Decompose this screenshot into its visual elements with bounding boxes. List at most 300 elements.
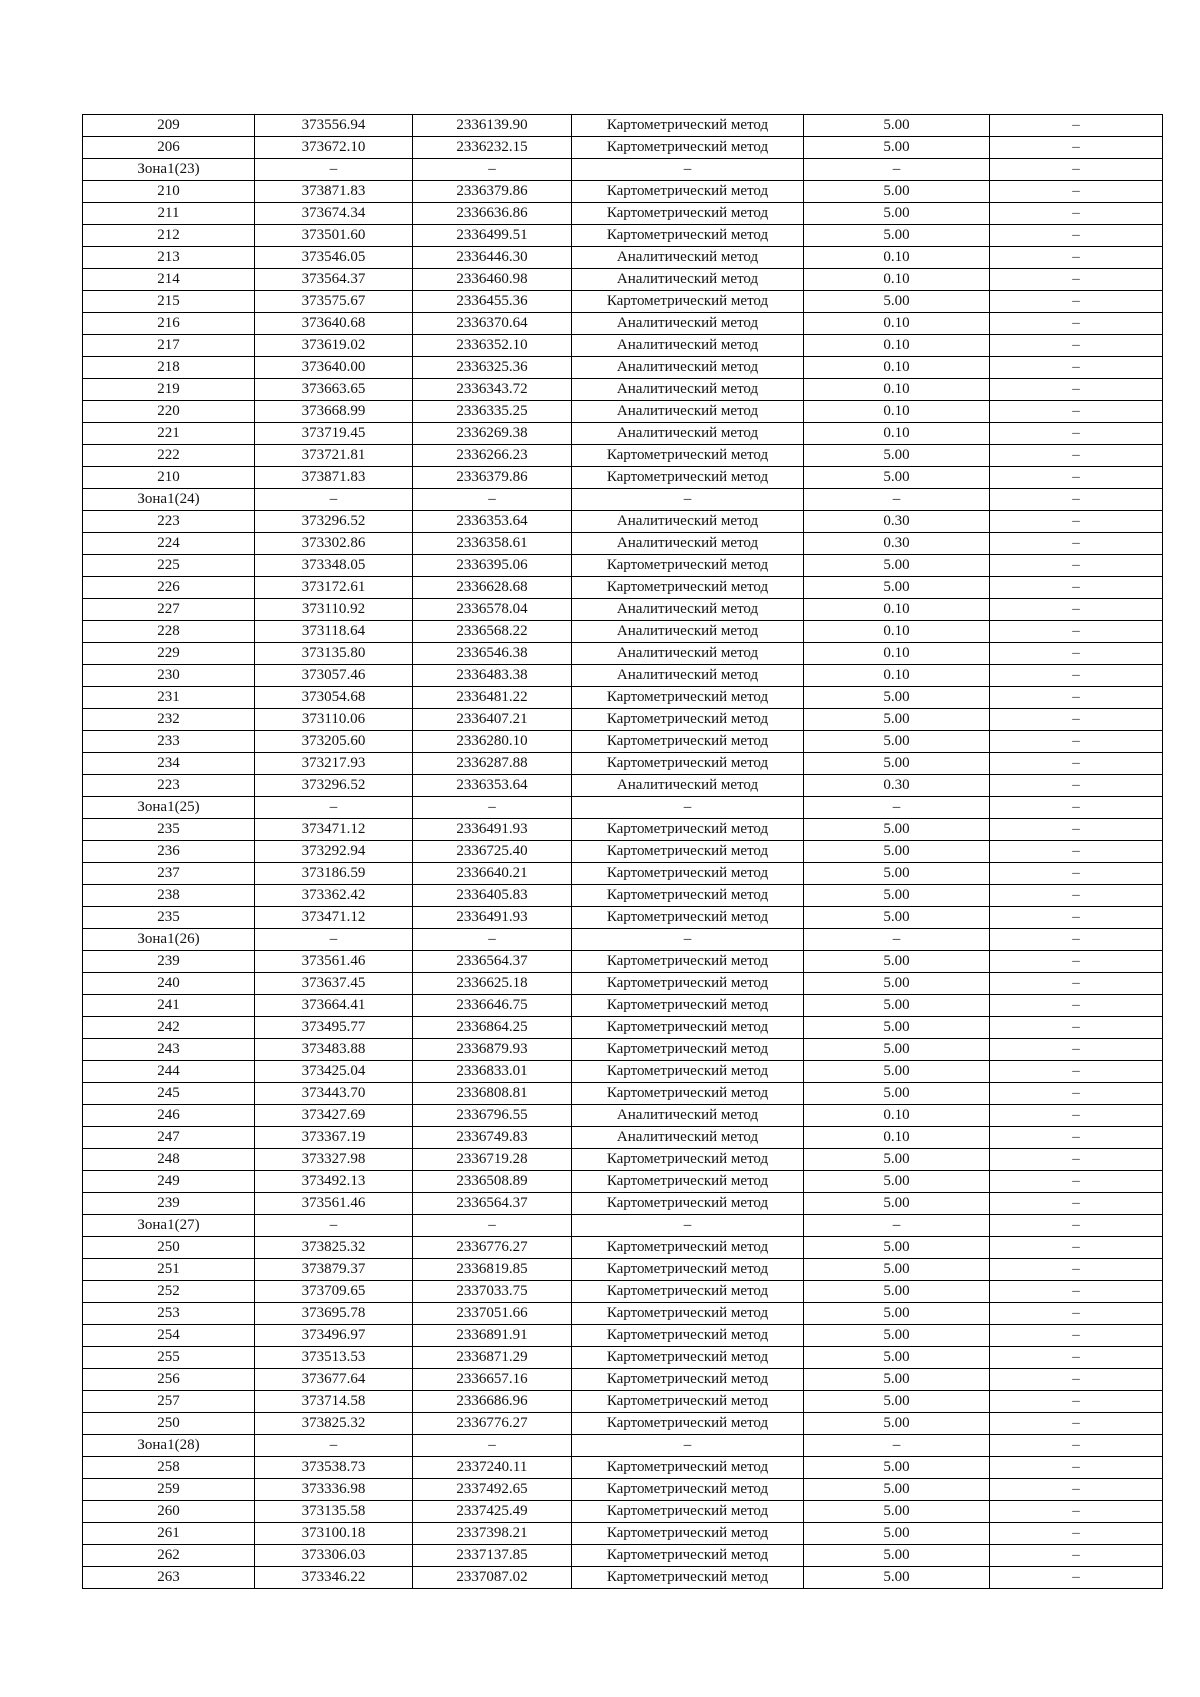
point-number-cell: 237 xyxy=(83,863,255,885)
y-coordinate-cell: 2336370.64 xyxy=(413,313,572,335)
y-coordinate-cell: 2336407.21 xyxy=(413,709,572,731)
note-cell: – xyxy=(990,1303,1163,1325)
point-number-cell: 221 xyxy=(83,423,255,445)
x-coordinate-cell: – xyxy=(255,1215,413,1237)
x-coordinate-cell: 373871.83 xyxy=(255,467,413,489)
table-row xyxy=(83,1039,1163,1061)
x-coordinate-cell: 373561.46 xyxy=(255,1193,413,1215)
table-row xyxy=(83,1017,1163,1039)
zone-header-row xyxy=(83,1435,1163,1457)
y-coordinate-cell: 2336796.55 xyxy=(413,1105,572,1127)
method-cell: Аналитический метод xyxy=(572,313,804,335)
accuracy-cell: 5.00 xyxy=(804,1501,990,1523)
method-cell: Картометрический метод xyxy=(572,973,804,995)
accuracy-cell: 5.00 xyxy=(804,1457,990,1479)
note-cell: – xyxy=(990,665,1163,687)
y-coordinate-cell: 2337240.11 xyxy=(413,1457,572,1479)
accuracy-cell: 0.10 xyxy=(804,313,990,335)
x-coordinate-cell: 373336.98 xyxy=(255,1479,413,1501)
point-number-cell: 213 xyxy=(83,247,255,269)
method-cell: – xyxy=(572,797,804,819)
point-number-cell: 219 xyxy=(83,379,255,401)
table-row xyxy=(83,1171,1163,1193)
note-cell: – xyxy=(990,1149,1163,1171)
table-row xyxy=(83,401,1163,423)
zone-header-row xyxy=(83,797,1163,819)
y-coordinate-cell: 2336343.72 xyxy=(413,379,572,401)
note-cell: – xyxy=(990,225,1163,247)
y-coordinate-cell: 2336628.68 xyxy=(413,577,572,599)
accuracy-cell: 5.00 xyxy=(804,753,990,775)
method-cell: Картометрический метод xyxy=(572,1457,804,1479)
x-coordinate-cell: 373546.05 xyxy=(255,247,413,269)
accuracy-cell: – xyxy=(804,489,990,511)
point-number-cell: 244 xyxy=(83,1061,255,1083)
note-cell: – xyxy=(990,1457,1163,1479)
x-coordinate-cell: – xyxy=(255,489,413,511)
x-coordinate-cell: 373443.70 xyxy=(255,1083,413,1105)
x-coordinate-cell: 373640.00 xyxy=(255,357,413,379)
method-cell: Картометрический метод xyxy=(572,1281,804,1303)
point-number-cell: 262 xyxy=(83,1545,255,1567)
method-cell: Аналитический метод xyxy=(572,357,804,379)
zone-label-cell: Зона1(25) xyxy=(83,797,255,819)
y-coordinate-cell: 2336657.16 xyxy=(413,1369,572,1391)
accuracy-cell: 5.00 xyxy=(804,1413,990,1435)
point-number-cell: 228 xyxy=(83,621,255,643)
point-number-cell: 230 xyxy=(83,665,255,687)
accuracy-cell: 5.00 xyxy=(804,1259,990,1281)
note-cell: – xyxy=(990,797,1163,819)
x-coordinate-cell: 373296.52 xyxy=(255,775,413,797)
x-coordinate-cell: 373619.02 xyxy=(255,335,413,357)
accuracy-cell: – xyxy=(804,1215,990,1237)
x-coordinate-cell: 373100.18 xyxy=(255,1523,413,1545)
x-coordinate-cell: 373110.06 xyxy=(255,709,413,731)
table-row xyxy=(83,379,1163,401)
method-cell: Картометрический метод xyxy=(572,709,804,731)
y-coordinate-cell: 2336564.37 xyxy=(413,1193,572,1215)
point-number-cell: 249 xyxy=(83,1171,255,1193)
note-cell: – xyxy=(990,643,1163,665)
x-coordinate-cell: 373668.99 xyxy=(255,401,413,423)
y-coordinate-cell: 2336686.96 xyxy=(413,1391,572,1413)
x-coordinate-cell: 373674.34 xyxy=(255,203,413,225)
table-row xyxy=(83,621,1163,643)
y-coordinate-cell: 2336636.86 xyxy=(413,203,572,225)
method-cell: Картометрический метод xyxy=(572,1347,804,1369)
method-cell: Картометрический метод xyxy=(572,1171,804,1193)
method-cell: Аналитический метод xyxy=(572,401,804,423)
x-coordinate-cell: 373205.60 xyxy=(255,731,413,753)
method-cell: Аналитический метод xyxy=(572,621,804,643)
accuracy-cell: 0.30 xyxy=(804,533,990,555)
note-cell: – xyxy=(990,511,1163,533)
table-row xyxy=(83,841,1163,863)
table-row xyxy=(83,885,1163,907)
accuracy-cell: 5.00 xyxy=(804,1171,990,1193)
method-cell: Картометрический метод xyxy=(572,1391,804,1413)
point-number-cell: 220 xyxy=(83,401,255,423)
accuracy-cell: 5.00 xyxy=(804,1479,990,1501)
note-cell: – xyxy=(990,1413,1163,1435)
method-cell: – xyxy=(572,1215,804,1237)
accuracy-cell: 0.10 xyxy=(804,643,990,665)
zone-header-row xyxy=(83,1215,1163,1237)
y-coordinate-cell: 2336546.38 xyxy=(413,643,572,665)
method-cell: Картометрический метод xyxy=(572,1479,804,1501)
table-row xyxy=(83,1127,1163,1149)
accuracy-cell: 5.00 xyxy=(804,555,990,577)
point-number-cell: 256 xyxy=(83,1369,255,1391)
y-coordinate-cell: 2336719.28 xyxy=(413,1149,572,1171)
note-cell: – xyxy=(990,1259,1163,1281)
x-coordinate-cell: 373640.68 xyxy=(255,313,413,335)
note-cell: – xyxy=(990,181,1163,203)
table-row xyxy=(83,1105,1163,1127)
accuracy-cell: 5.00 xyxy=(804,863,990,885)
zone-label-cell: Зона1(28) xyxy=(83,1435,255,1457)
note-cell: – xyxy=(990,1083,1163,1105)
x-coordinate-cell: 373327.98 xyxy=(255,1149,413,1171)
method-cell: Картометрический метод xyxy=(572,555,804,577)
accuracy-cell: 5.00 xyxy=(804,115,990,137)
y-coordinate-cell: 2336568.22 xyxy=(413,621,572,643)
y-coordinate-cell: 2336508.89 xyxy=(413,1171,572,1193)
note-cell: – xyxy=(990,577,1163,599)
method-cell: Аналитический метод xyxy=(572,335,804,357)
y-coordinate-cell: 2336646.75 xyxy=(413,995,572,1017)
note-cell: – xyxy=(990,203,1163,225)
accuracy-cell: 5.00 xyxy=(804,973,990,995)
x-coordinate-cell: 373425.04 xyxy=(255,1061,413,1083)
point-number-cell: 259 xyxy=(83,1479,255,1501)
method-cell: Аналитический метод xyxy=(572,643,804,665)
note-cell: – xyxy=(990,929,1163,951)
table-row xyxy=(83,357,1163,379)
note-cell: – xyxy=(990,489,1163,511)
point-number-cell: 252 xyxy=(83,1281,255,1303)
y-coordinate-cell: 2336776.27 xyxy=(413,1413,572,1435)
accuracy-cell: 5.00 xyxy=(804,181,990,203)
y-coordinate-cell: 2336325.36 xyxy=(413,357,572,379)
accuracy-cell: 0.10 xyxy=(804,379,990,401)
method-cell: Аналитический метод xyxy=(572,1105,804,1127)
y-coordinate-cell: – xyxy=(413,159,572,181)
method-cell: Картометрический метод xyxy=(572,467,804,489)
accuracy-cell: 5.00 xyxy=(804,1369,990,1391)
x-coordinate-cell: 373172.61 xyxy=(255,577,413,599)
x-coordinate-cell: 373292.94 xyxy=(255,841,413,863)
note-cell: – xyxy=(990,1127,1163,1149)
point-number-cell: 235 xyxy=(83,819,255,841)
point-number-cell: 210 xyxy=(83,467,255,489)
point-number-cell: 211 xyxy=(83,203,255,225)
accuracy-cell: 0.10 xyxy=(804,401,990,423)
x-coordinate-cell: 373492.13 xyxy=(255,1171,413,1193)
note-cell: – xyxy=(990,687,1163,709)
point-number-cell: 233 xyxy=(83,731,255,753)
zone-label-cell: Зона1(23) xyxy=(83,159,255,181)
x-coordinate-cell: 373118.64 xyxy=(255,621,413,643)
table-row xyxy=(83,599,1163,621)
accuracy-cell: 5.00 xyxy=(804,445,990,467)
x-coordinate-cell: 373217.93 xyxy=(255,753,413,775)
note-cell: – xyxy=(990,731,1163,753)
point-number-cell: 239 xyxy=(83,951,255,973)
table-row xyxy=(83,511,1163,533)
zone-label-cell: Зона1(27) xyxy=(83,1215,255,1237)
x-coordinate-cell: 373825.32 xyxy=(255,1237,413,1259)
note-cell: – xyxy=(990,115,1163,137)
x-coordinate-cell: 373825.32 xyxy=(255,1413,413,1435)
table-row xyxy=(83,973,1163,995)
point-number-cell: 261 xyxy=(83,1523,255,1545)
point-number-cell: 232 xyxy=(83,709,255,731)
point-number-cell: 241 xyxy=(83,995,255,1017)
point-number-cell: 239 xyxy=(83,1193,255,1215)
point-number-cell: 218 xyxy=(83,357,255,379)
note-cell: – xyxy=(990,379,1163,401)
note-cell: – xyxy=(990,995,1163,1017)
point-number-cell: 240 xyxy=(83,973,255,995)
accuracy-cell: 5.00 xyxy=(804,907,990,929)
accuracy-cell: 0.10 xyxy=(804,269,990,291)
method-cell: Аналитический метод xyxy=(572,599,804,621)
table-row xyxy=(83,1149,1163,1171)
accuracy-cell: 0.10 xyxy=(804,621,990,643)
note-cell: – xyxy=(990,401,1163,423)
table-row xyxy=(83,1237,1163,1259)
point-number-cell: 209 xyxy=(83,115,255,137)
point-number-cell: 250 xyxy=(83,1413,255,1435)
point-number-cell: 260 xyxy=(83,1501,255,1523)
note-cell: – xyxy=(990,269,1163,291)
x-coordinate-cell: 373186.59 xyxy=(255,863,413,885)
method-cell: Аналитический метод xyxy=(572,511,804,533)
accuracy-cell: 5.00 xyxy=(804,225,990,247)
y-coordinate-cell: 2337425.49 xyxy=(413,1501,572,1523)
table-row xyxy=(83,181,1163,203)
table-row xyxy=(83,731,1163,753)
method-cell: Картометрический метод xyxy=(572,863,804,885)
method-cell: Картометрический метод xyxy=(572,1237,804,1259)
x-coordinate-cell: 373135.80 xyxy=(255,643,413,665)
table-row xyxy=(83,1479,1163,1501)
accuracy-cell: 5.00 xyxy=(804,577,990,599)
note-cell: – xyxy=(990,1479,1163,1501)
y-coordinate-cell: 2336483.38 xyxy=(413,665,572,687)
table-row xyxy=(83,951,1163,973)
method-cell: – xyxy=(572,489,804,511)
accuracy-cell: 5.00 xyxy=(804,841,990,863)
table-row xyxy=(83,709,1163,731)
accuracy-cell: 5.00 xyxy=(804,1325,990,1347)
y-coordinate-cell: 2336481.22 xyxy=(413,687,572,709)
note-cell: – xyxy=(990,1523,1163,1545)
note-cell: – xyxy=(990,247,1163,269)
method-cell: Картометрический метод xyxy=(572,1501,804,1523)
document-page xyxy=(82,114,1163,1589)
y-coordinate-cell: 2337051.66 xyxy=(413,1303,572,1325)
method-cell: Аналитический метод xyxy=(572,775,804,797)
method-cell: Картометрический метод xyxy=(572,1083,804,1105)
table-row xyxy=(83,225,1163,247)
note-cell: – xyxy=(990,973,1163,995)
accuracy-cell: 0.10 xyxy=(804,599,990,621)
zone-header-row xyxy=(83,929,1163,951)
point-number-cell: 246 xyxy=(83,1105,255,1127)
note-cell: – xyxy=(990,445,1163,467)
accuracy-cell: 5.00 xyxy=(804,291,990,313)
note-cell: – xyxy=(990,1237,1163,1259)
accuracy-cell: – xyxy=(804,929,990,951)
y-coordinate-cell: 2336499.51 xyxy=(413,225,572,247)
note-cell: – xyxy=(990,1061,1163,1083)
y-coordinate-cell: 2336269.38 xyxy=(413,423,572,445)
x-coordinate-cell: – xyxy=(255,929,413,951)
y-coordinate-cell: 2336232.15 xyxy=(413,137,572,159)
accuracy-cell: 5.00 xyxy=(804,885,990,907)
y-coordinate-cell: 2337492.65 xyxy=(413,1479,572,1501)
table-row xyxy=(83,775,1163,797)
accuracy-cell: 5.00 xyxy=(804,1083,990,1105)
y-coordinate-cell: 2336358.61 xyxy=(413,533,572,555)
method-cell: Картометрический метод xyxy=(572,841,804,863)
y-coordinate-cell: 2336625.18 xyxy=(413,973,572,995)
y-coordinate-cell: – xyxy=(413,797,572,819)
x-coordinate-cell: 373057.46 xyxy=(255,665,413,687)
x-coordinate-cell: 373495.77 xyxy=(255,1017,413,1039)
accuracy-cell: 5.00 xyxy=(804,1391,990,1413)
method-cell: Картометрический метод xyxy=(572,1259,804,1281)
point-number-cell: 215 xyxy=(83,291,255,313)
method-cell: Картометрический метод xyxy=(572,731,804,753)
table-row xyxy=(83,753,1163,775)
point-number-cell: 251 xyxy=(83,1259,255,1281)
accuracy-cell: 0.10 xyxy=(804,335,990,357)
table-row xyxy=(83,1325,1163,1347)
x-coordinate-cell: 373302.86 xyxy=(255,533,413,555)
x-coordinate-cell: 373501.60 xyxy=(255,225,413,247)
table-row xyxy=(83,665,1163,687)
x-coordinate-cell: 373367.19 xyxy=(255,1127,413,1149)
method-cell: Картометрический метод xyxy=(572,1039,804,1061)
method-cell: Картометрический метод xyxy=(572,1413,804,1435)
table-row xyxy=(83,555,1163,577)
table-row xyxy=(83,269,1163,291)
table-row xyxy=(83,1567,1163,1589)
accuracy-cell: 5.00 xyxy=(804,1061,990,1083)
point-number-cell: 253 xyxy=(83,1303,255,1325)
x-coordinate-cell: 373110.92 xyxy=(255,599,413,621)
y-coordinate-cell: 2336491.93 xyxy=(413,819,572,841)
x-coordinate-cell: 373471.12 xyxy=(255,819,413,841)
y-coordinate-cell: 2336379.86 xyxy=(413,181,572,203)
point-number-cell: 223 xyxy=(83,775,255,797)
method-cell: Картометрический метод xyxy=(572,1303,804,1325)
y-coordinate-cell: 2336353.64 xyxy=(413,511,572,533)
coordinates-table-body xyxy=(83,115,1163,1589)
table-row xyxy=(83,423,1163,445)
table-row xyxy=(83,1369,1163,1391)
table-row xyxy=(83,1545,1163,1567)
point-number-cell: 212 xyxy=(83,225,255,247)
note-cell: – xyxy=(990,1039,1163,1061)
y-coordinate-cell: 2336446.30 xyxy=(413,247,572,269)
table-row xyxy=(83,1391,1163,1413)
method-cell: Аналитический метод xyxy=(572,247,804,269)
point-number-cell: 238 xyxy=(83,885,255,907)
zone-header-row xyxy=(83,489,1163,511)
note-cell: – xyxy=(990,1545,1163,1567)
table-row xyxy=(83,445,1163,467)
method-cell: Картометрический метод xyxy=(572,885,804,907)
x-coordinate-cell: 373709.65 xyxy=(255,1281,413,1303)
y-coordinate-cell: – xyxy=(413,489,572,511)
y-coordinate-cell: 2336280.10 xyxy=(413,731,572,753)
method-cell: Картометрический метод xyxy=(572,907,804,929)
accuracy-cell: 0.10 xyxy=(804,1105,990,1127)
note-cell: – xyxy=(990,599,1163,621)
table-row xyxy=(83,137,1163,159)
method-cell: – xyxy=(572,929,804,951)
x-coordinate-cell: 373348.05 xyxy=(255,555,413,577)
table-row xyxy=(83,643,1163,665)
table-row xyxy=(83,1523,1163,1545)
method-cell: Картометрический метод xyxy=(572,137,804,159)
y-coordinate-cell: 2336352.10 xyxy=(413,335,572,357)
method-cell: Картометрический метод xyxy=(572,819,804,841)
y-coordinate-cell: 2336491.93 xyxy=(413,907,572,929)
x-coordinate-cell: 373306.03 xyxy=(255,1545,413,1567)
x-coordinate-cell: 373564.37 xyxy=(255,269,413,291)
note-cell: – xyxy=(990,1369,1163,1391)
note-cell: – xyxy=(990,907,1163,929)
table-row xyxy=(83,1061,1163,1083)
accuracy-cell: 0.10 xyxy=(804,1127,990,1149)
method-cell: Картометрический метод xyxy=(572,1369,804,1391)
x-coordinate-cell: 373427.69 xyxy=(255,1105,413,1127)
accuracy-cell: 5.00 xyxy=(804,687,990,709)
table-row xyxy=(83,115,1163,137)
x-coordinate-cell: – xyxy=(255,1435,413,1457)
note-cell: – xyxy=(990,1017,1163,1039)
table-row xyxy=(83,313,1163,335)
x-coordinate-cell: – xyxy=(255,159,413,181)
point-number-cell: 243 xyxy=(83,1039,255,1061)
table-row xyxy=(83,1457,1163,1479)
accuracy-cell: 5.00 xyxy=(804,709,990,731)
note-cell: – xyxy=(990,1347,1163,1369)
x-coordinate-cell: 373575.67 xyxy=(255,291,413,313)
note-cell: – xyxy=(990,775,1163,797)
accuracy-cell: 0.10 xyxy=(804,423,990,445)
note-cell: – xyxy=(990,819,1163,841)
method-cell: Картометрический метод xyxy=(572,1325,804,1347)
table-row xyxy=(83,1281,1163,1303)
table-row xyxy=(83,577,1163,599)
method-cell: Картометрический метод xyxy=(572,115,804,137)
y-coordinate-cell: 2336891.91 xyxy=(413,1325,572,1347)
point-number-cell: 235 xyxy=(83,907,255,929)
x-coordinate-cell: 373538.73 xyxy=(255,1457,413,1479)
table-row xyxy=(83,1193,1163,1215)
zone-header-row xyxy=(83,159,1163,181)
point-number-cell: 236 xyxy=(83,841,255,863)
x-coordinate-cell: 373054.68 xyxy=(255,687,413,709)
note-cell: – xyxy=(990,1215,1163,1237)
